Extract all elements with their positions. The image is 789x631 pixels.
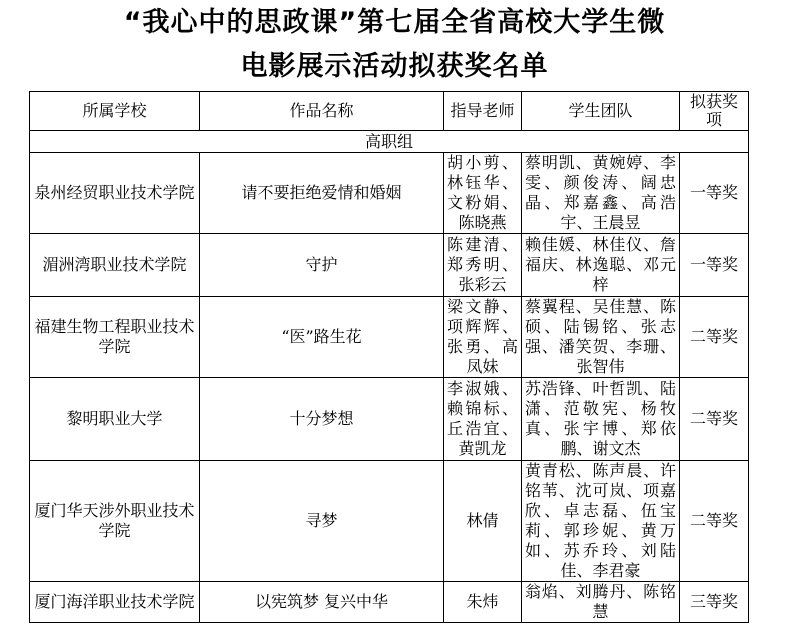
cell-advisor: 朱炜 bbox=[444, 582, 522, 623]
header-advisor: 指导老师 bbox=[444, 92, 522, 131]
document-title-line-1: “我心中的思政课”第七届全省高校大学生微 bbox=[123, 7, 666, 38]
cell-award: 二等奖 bbox=[680, 378, 749, 461]
cell-school: 泉州经贸职业技术学院 bbox=[30, 153, 200, 234]
table-row bbox=[30, 582, 749, 623]
document-title-line-2: 电影展示活动拟获奖名单 bbox=[240, 51, 549, 82]
section-label: 高职组 bbox=[30, 131, 749, 153]
cell-student-team: 苏浩锋、叶哲凯、陆潇、范敬宪、杨牧真、张宇博、郑依鹏、谢文杰 bbox=[522, 378, 680, 461]
table-row bbox=[30, 461, 749, 582]
cell-student-team: 翁焰、刘腾丹、陈铭慧 bbox=[522, 582, 680, 623]
cell-award: 三等奖 bbox=[680, 582, 749, 623]
cell-advisor: 李淑娥、赖锦标、丘浩宜、黄凯龙 bbox=[444, 378, 522, 461]
cell-school: 湄洲湾职业技术学院 bbox=[30, 234, 200, 297]
cell-award: 二等奖 bbox=[680, 297, 749, 378]
cell-award: 一等奖 bbox=[680, 234, 749, 297]
cell-award: 二等奖 bbox=[680, 461, 749, 582]
header-award: 拟获奖项 bbox=[680, 92, 749, 131]
cell-school: 厦门华天涉外职业技术学院 bbox=[30, 461, 200, 582]
cell-work-title: 以宪筑梦 复兴中华 bbox=[200, 582, 444, 623]
cell-school: 黎明职业大学 bbox=[30, 378, 200, 461]
cell-work-title: 守护 bbox=[200, 234, 444, 297]
cell-advisor: 陈建清、郑秀明、张彩云 bbox=[444, 234, 522, 297]
header-work-title: 作品名称 bbox=[200, 92, 444, 131]
cell-advisor: 林倩 bbox=[444, 461, 522, 582]
table-row bbox=[30, 378, 749, 461]
cell-student-team: 黄青松、陈声晨、许铭苇、沈可岚、项嘉欣、卓志磊、伍宝莉、郭珍妮、黄万如、苏乔玲、刘陆佳、李君豪 bbox=[522, 461, 680, 582]
cell-work-title: 寻梦 bbox=[200, 461, 444, 582]
cell-work-title: “医”路生花 bbox=[200, 297, 444, 378]
table-header-row bbox=[30, 92, 749, 131]
table-row bbox=[30, 234, 749, 297]
table-row bbox=[30, 297, 749, 378]
cell-work-title: 十分梦想 bbox=[200, 378, 444, 461]
cell-school: 厦门海洋职业技术学院 bbox=[30, 582, 200, 623]
section-row bbox=[30, 131, 749, 153]
award-list-table bbox=[29, 91, 749, 623]
table-row bbox=[30, 153, 749, 234]
header-school: 所属学校 bbox=[30, 92, 200, 131]
cell-award: 一等奖 bbox=[680, 153, 749, 234]
cell-school: 福建生物工程职业技术学院 bbox=[30, 297, 200, 378]
cell-work-title: 请不要拒绝爱情和婚姻 bbox=[200, 153, 444, 234]
cell-student-team: 赖佳媛、林佳仪、詹福庆、林逸聪、邓元梓 bbox=[522, 234, 680, 297]
cell-student-team: 蔡翼程、吴佳慧、陈硕、陆锡铭、张志强、潘笑贺、李珊、张智伟 bbox=[522, 297, 680, 378]
cell-advisor: 梁文静、项辉辉、张勇、高凤妹 bbox=[444, 297, 522, 378]
cell-student-team: 蔡明凯、黄婉婷、李雯、颜俊涛、阔忠晶、郑嘉鑫、高浩宇、王晨昱 bbox=[522, 153, 680, 234]
cell-advisor: 胡小剪、林钰华、文粉娟、陈晓燕 bbox=[444, 153, 522, 234]
header-student-team: 学生团队 bbox=[522, 92, 680, 131]
